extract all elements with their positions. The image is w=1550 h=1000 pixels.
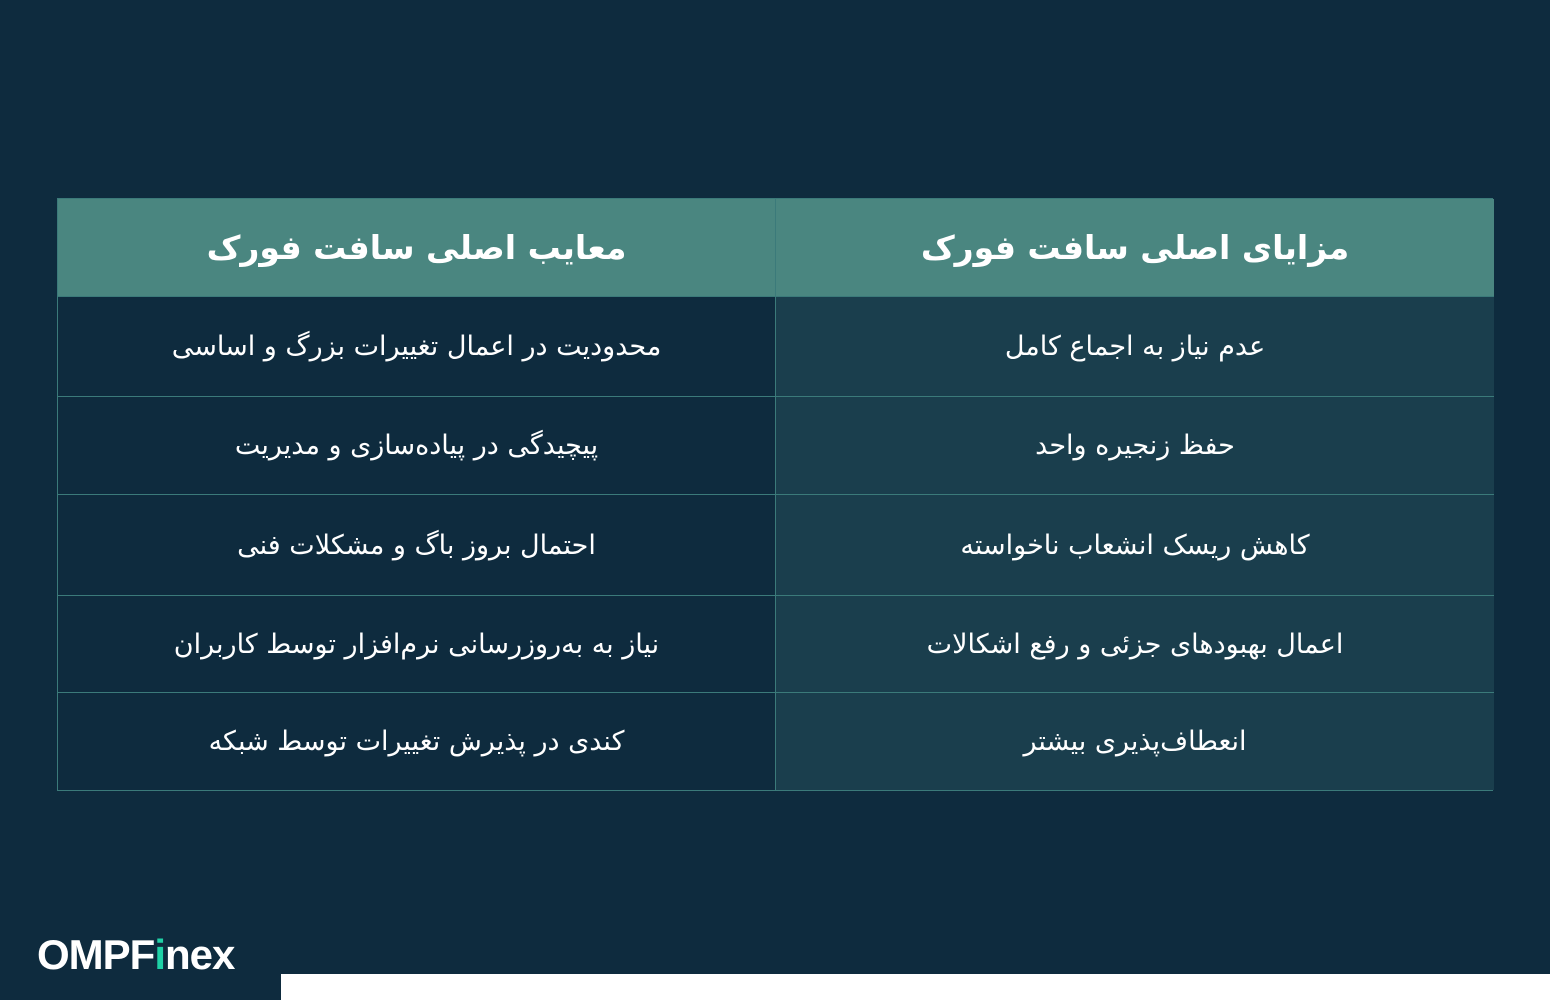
advantage-cell: اعمال بهبودهای جزئی و رفع اشکالات (776, 596, 1494, 693)
header-disadvantages: معایب اصلی سافت فورک (58, 199, 776, 297)
header-advantages: مزایای اصلی سافت فورک (776, 199, 1494, 297)
advantage-cell: عدم نیاز به اجماع کامل (776, 297, 1494, 397)
disadvantage-cell: احتمال بروز باگ و مشکلات فنی (58, 495, 776, 596)
brand-logo: OMPFinex (37, 931, 235, 978)
advantage-cell: انعطاف‌پذیری بیشتر (776, 693, 1494, 790)
footer-bar (281, 974, 1550, 1000)
advantage-cell: کاهش ریسک انشعاب ناخواسته (776, 495, 1494, 596)
disadvantage-cell: پیچیدگی در پیاده‌سازی و مدیریت (58, 397, 776, 495)
advantage-cell: حفظ زنجیره واحد (776, 397, 1494, 495)
disadvantage-cell: محدودیت در اعمال تغییرات بزرگ و اساسی (58, 297, 776, 397)
comparison-table (57, 198, 1493, 791)
disadvantage-cell: کندی در پذیرش تغییرات توسط شبکه (58, 693, 776, 790)
disadvantage-cell: نیاز به به‌روزرسانی نرم‌افزار توسط کاربران (58, 596, 776, 693)
